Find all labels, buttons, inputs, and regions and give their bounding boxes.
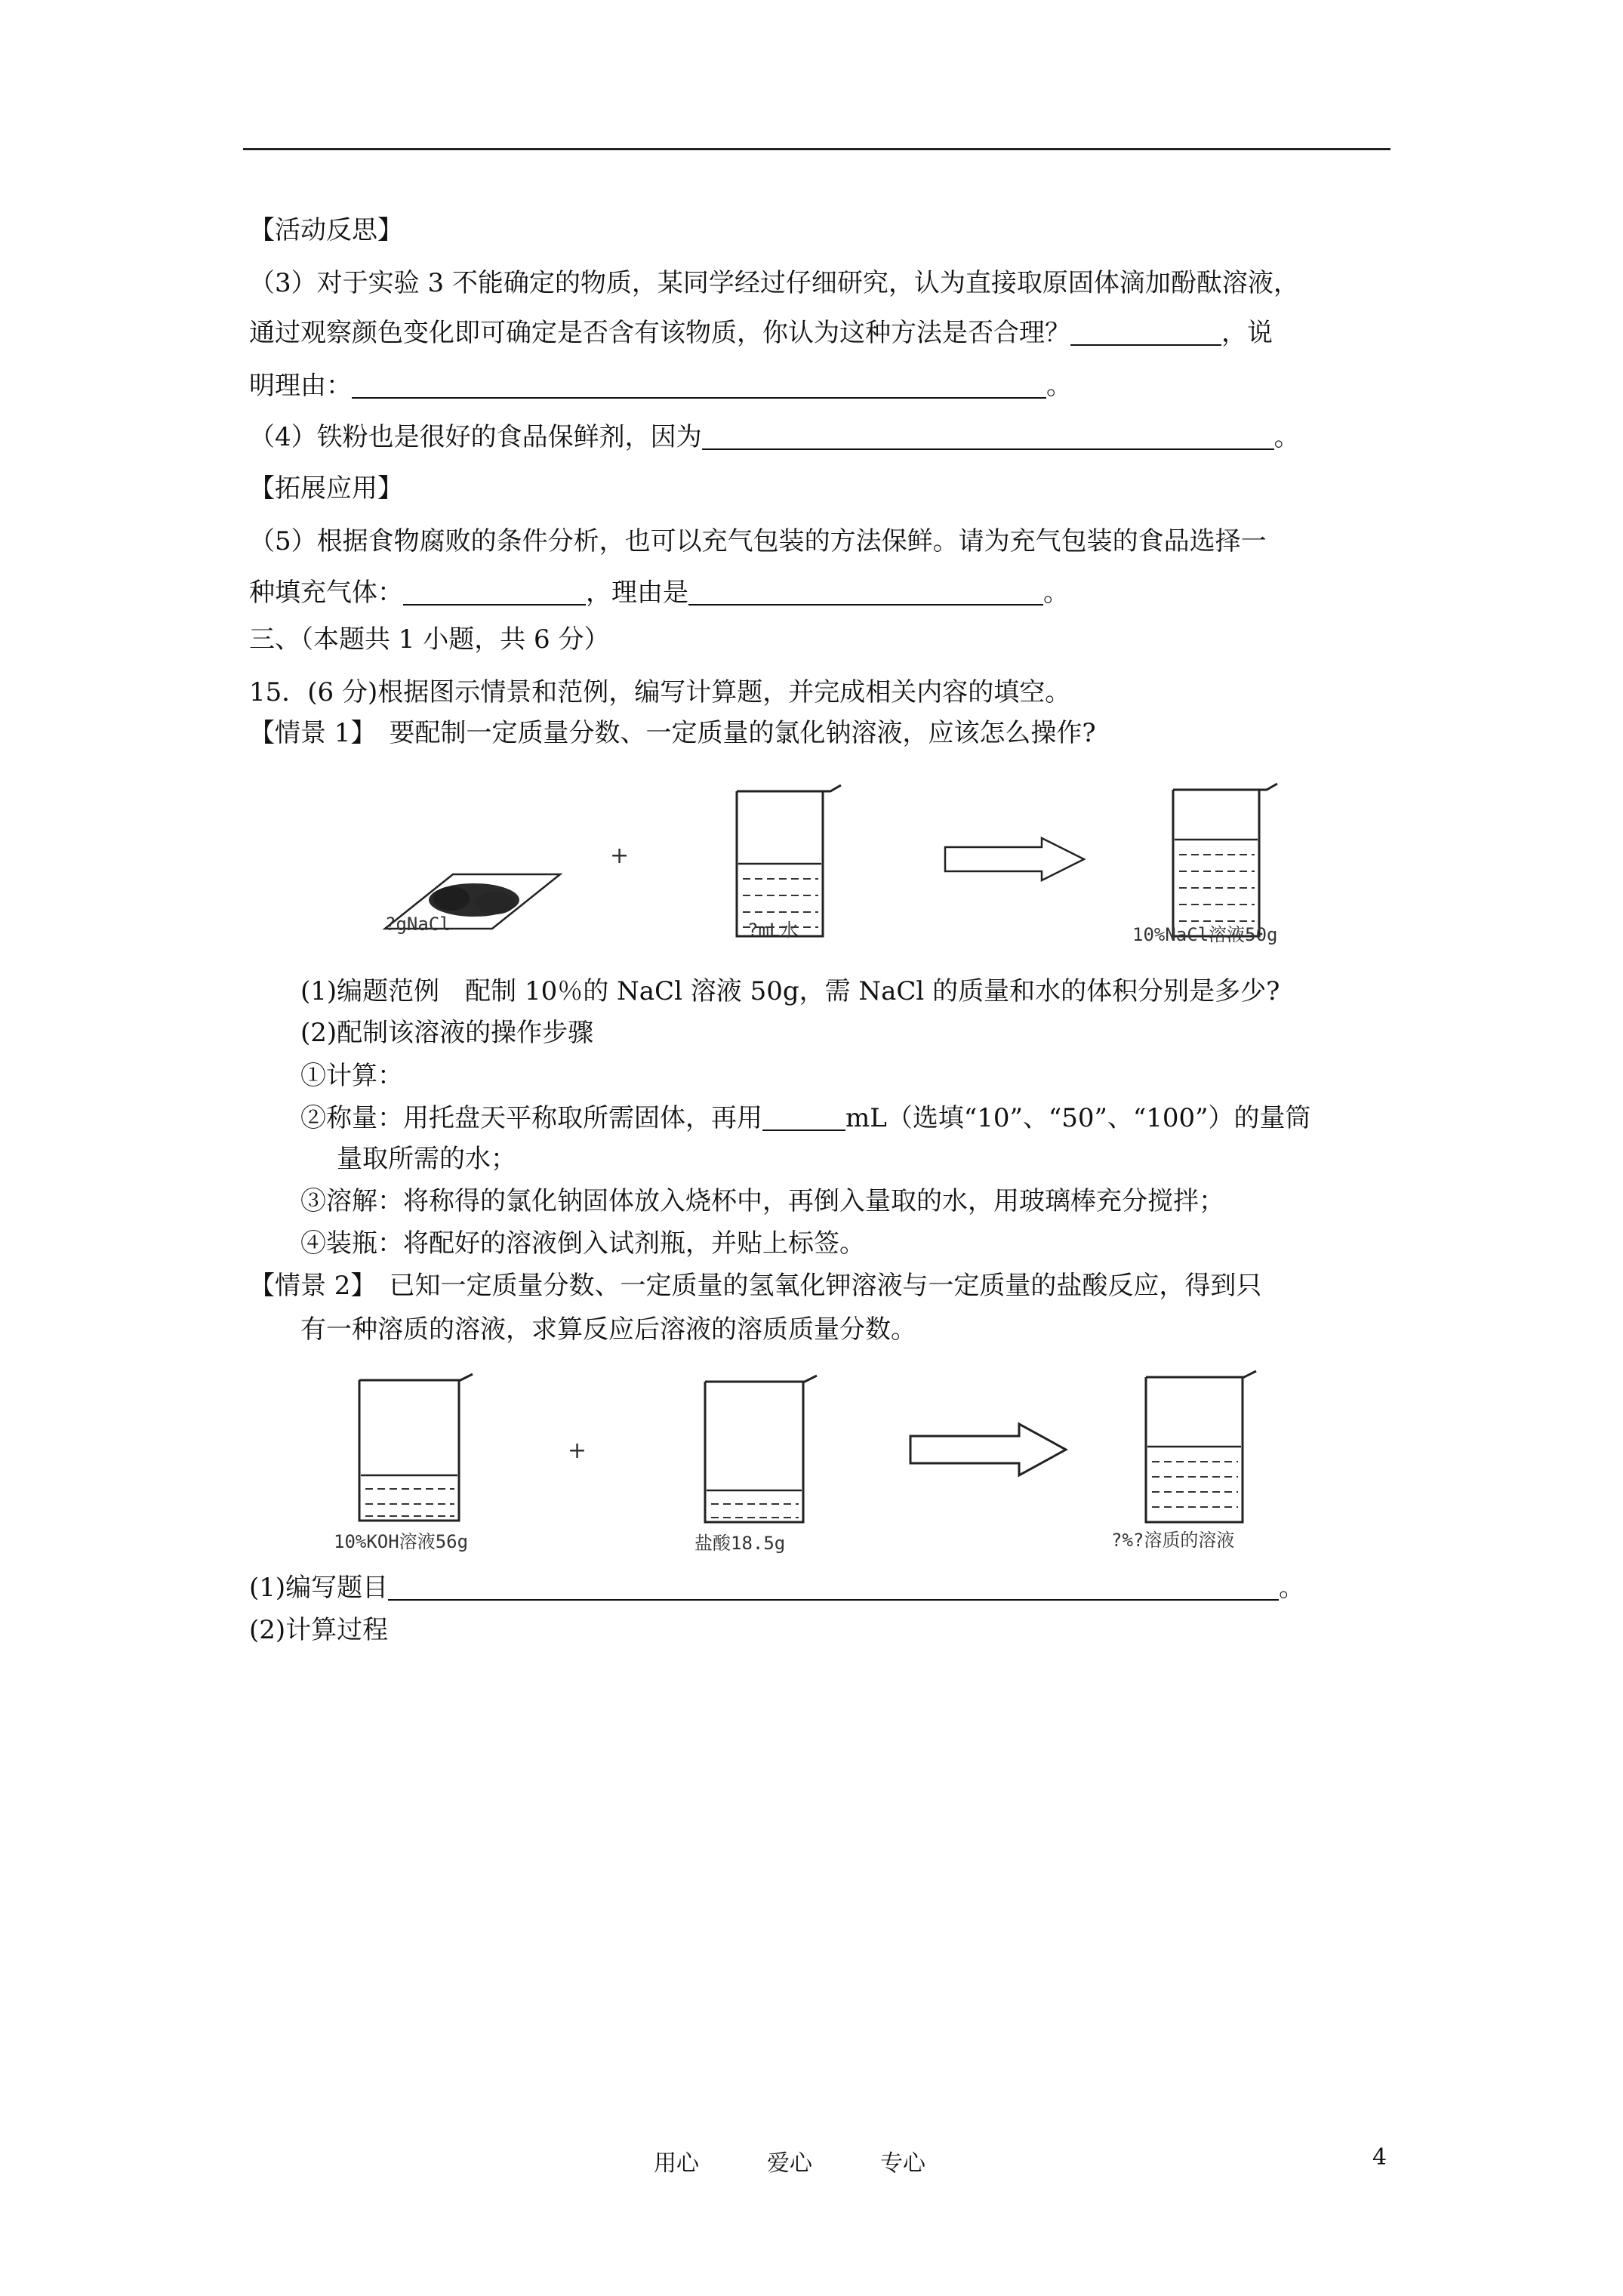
scene2-title-line2: 有一种溶质的溶液，求算反应后溶液的溶质质量分数。 <box>300 1314 916 1345</box>
scene1-steps-heading: (2)配制该溶液的操作步骤 <box>300 1018 594 1048</box>
scene1-caption-nacl: ?gNaCl <box>385 914 451 935</box>
extend-heading: 【拓展应用】 <box>249 473 403 504</box>
q5-line2-tail: 。 <box>1043 578 1069 608</box>
q3-line3 <box>249 368 1072 403</box>
q5-reason-blank[interactable] <box>688 577 1043 606</box>
koh-beaker-icon <box>359 1374 473 1521</box>
reflect-heading: 【活动反思】 <box>249 215 403 245</box>
step1: ①计算： <box>300 1061 403 1091</box>
q5-line2-text: 种填充气体： <box>249 578 403 608</box>
q3-line2-text: 通过观察颜色变化即可确定是否含有该物质，你认为这种方法是否合理？ <box>249 318 1070 348</box>
step2-cont: 量取所需的水； <box>337 1144 516 1174</box>
hcl-beaker-icon <box>705 1376 817 1522</box>
scene2-q1-tail: 。 <box>1279 1573 1305 1603</box>
scene1-plus: + <box>610 843 630 869</box>
scene1-caption-water: ?mL水 <box>747 920 799 941</box>
q4-line <box>249 420 1300 455</box>
part3-heading: 三、（本题共 1 小题，共 6 分） <box>249 624 610 655</box>
q3-reason-blank[interactable] <box>352 370 1046 399</box>
step4: ④装瓶：将配好的溶液倒入试剂瓶，并贴上标签。 <box>300 1228 865 1259</box>
footer-motto: 用心 爱心 专心 <box>654 2150 925 2177</box>
step2 <box>300 1101 1311 1136</box>
scene2-plus: + <box>568 1438 587 1464</box>
water-beaker-icon <box>737 785 841 936</box>
scene2-caption-hcl: 盐酸18.5g <box>694 1533 786 1554</box>
scene1-example: (1)编题范例 配制 10％的 NaCl 溶液 50g，需 NaCl 的质量和水的体积分别是多少? <box>300 976 1280 1006</box>
solution-beaker-icon <box>1173 784 1277 936</box>
q3-line2-tail: ，说 <box>1221 318 1273 348</box>
scene2-q1-blank[interactable] <box>388 1572 1279 1601</box>
right-arrow-icon <box>945 838 1084 880</box>
q4-tail: 。 <box>1273 422 1300 452</box>
q15-line: 15．(6 分)根据图示情景和范例，编写计算题，并完成相关内容的填空。 <box>249 677 1071 707</box>
page-number: 4 <box>1372 2144 1387 2171</box>
q5-line2-mid: ，理由是 <box>586 578 688 608</box>
q5-gas-blank[interactable] <box>403 577 586 606</box>
q4-blank[interactable] <box>702 421 1274 450</box>
q4-text: （4）铁粉也是很好的食品保鲜剂，因为 <box>249 422 702 452</box>
step2-text: ②称量：用托盘天平称取所需固体，再用 <box>300 1103 762 1133</box>
header-rule <box>243 148 1390 150</box>
q3-line3-tail: 。 <box>1046 371 1072 401</box>
product-beaker-icon <box>1146 1371 1256 1522</box>
scene2-diagram <box>355 1374 1336 1540</box>
scene2-caption-koh: 10%KOH溶液56g <box>334 1531 469 1552</box>
q3-reasonable-blank[interactable] <box>1070 317 1221 346</box>
scene2-caption-product: ?%?溶质的溶液 <box>1111 1530 1235 1551</box>
right-arrow-icon-2 <box>910 1424 1066 1475</box>
q3-line2 <box>249 316 1273 350</box>
step2-tail: mL（选填“10”、“50”、“100”）的量筒 <box>845 1103 1311 1133</box>
scene1-title: 【情景 1】 要配制一定质量分数、一定质量的氯化钠溶液，应该怎么操作? <box>249 718 1096 748</box>
q3-line1: （3）对于实验 3 不能确定的物质，某同学经过仔细研究，认为直接取原固体滴加酚酞溶液， <box>249 268 1299 298</box>
scene2-title-line1: 【情景 2】 已知一定质量分数、一定质量的氢氧化钾溶液与一定质量的盐酸反应，得到只 <box>249 1271 1262 1301</box>
scene2-q2: (2)计算过程 <box>249 1615 389 1645</box>
q5-line2 <box>249 575 1069 610</box>
scene1-caption-solution: 10%NaCl溶液50g <box>1132 924 1278 945</box>
scene2-q1-text: (1)编写题目 <box>249 1573 389 1603</box>
q3-line3-text: 明理由： <box>249 371 352 401</box>
q5-line1: （5）根据食物腐败的条件分析，也可以充气包装的方法保鲜。请为充气包装的食品选择一 <box>249 526 1267 556</box>
scene2-q1 <box>249 1570 1304 1605</box>
step3: ③溶解：将称得的氯化钠固体放入烧杯中，再倒入量取的水，用玻璃棒充分搅拌； <box>300 1186 1224 1216</box>
cylinder-volume-blank[interactable] <box>762 1102 845 1131</box>
